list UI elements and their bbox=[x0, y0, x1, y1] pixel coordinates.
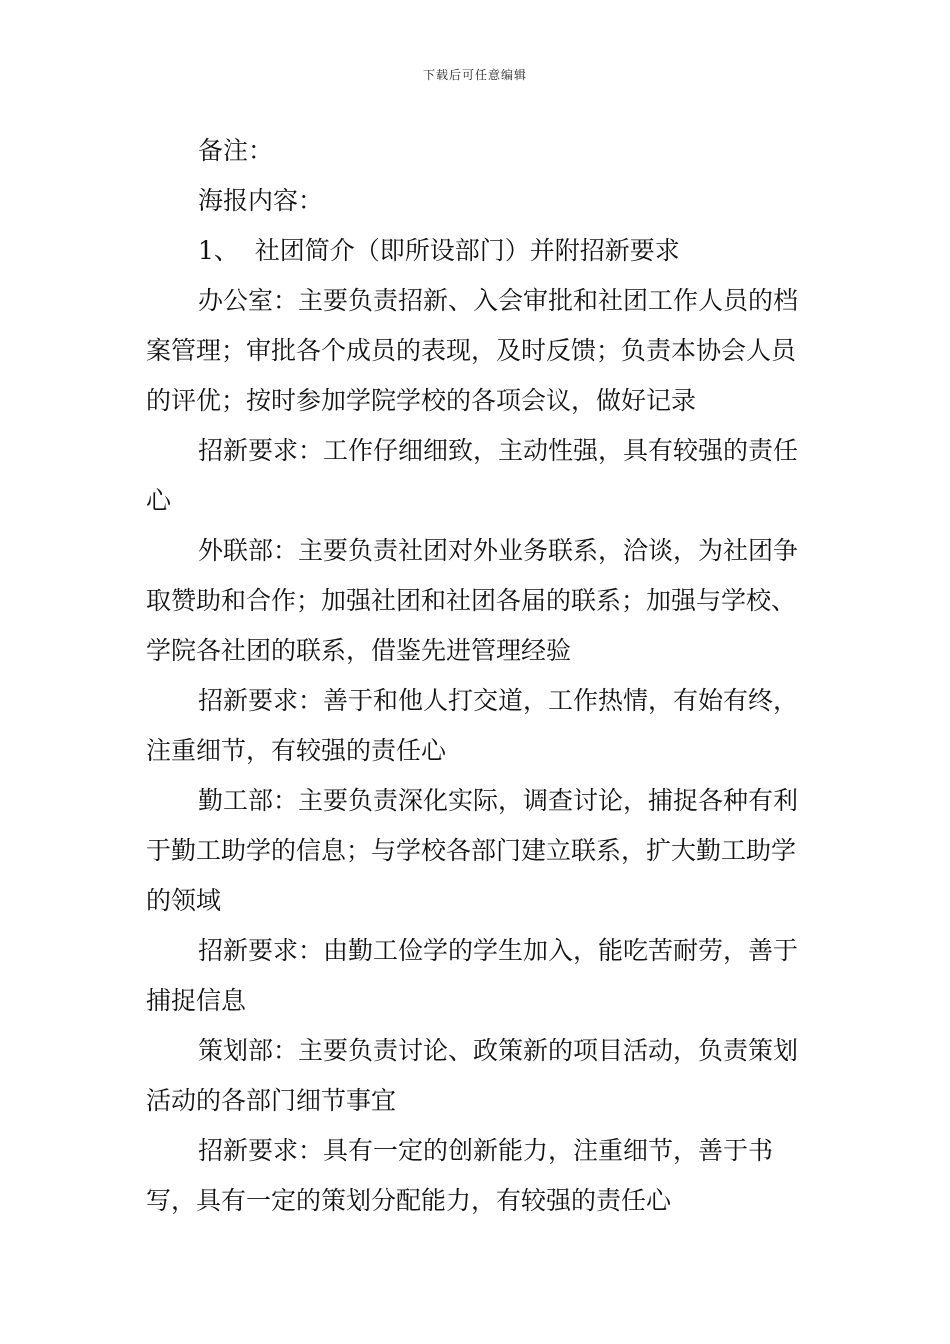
document-body bbox=[146, 126, 818, 1226]
paragraph-planning-requirements: 招新要求：具有一定的创新能力，注重细节，善于书写，具有一定的策划分配能力，有较强的责任心 bbox=[146, 1136, 774, 1215]
paragraph-workstudy-requirements: 招新要求：由勤工俭学的学生加入，能吃苦耐劳，善于捕捉信息 bbox=[146, 936, 799, 1015]
paragraph-external-requirements: 招新要求：善于和他人打交道，工作热情，有始有终，注重细节，有较强的责任心 bbox=[146, 686, 799, 765]
note-label: 备注： bbox=[198, 136, 274, 165]
poster-content-label: 海报内容： bbox=[198, 186, 324, 215]
paragraph-office-requirements: 招新要求：工作仔细细致，主动性强，具有较强的责任心 bbox=[146, 436, 799, 515]
list-item-club-intro: 1、 社团简介（即所设部门）并附招新要求 bbox=[198, 236, 680, 265]
paragraph-external-duties: 外联部：主要负责社团对外业务联系，洽谈，为社团争取赞助和合作；加强社团和社团各届的联系；加强与学校、学院各社团的联系，借鉴先进管理经验 bbox=[146, 536, 799, 665]
page-header: 下载后可任意编辑 bbox=[422, 68, 527, 82]
paragraph-planning-duties: 策划部：主要负责讨论、政策新的项目活动，负责策划活动的各部门细节事宜 bbox=[146, 1036, 799, 1115]
paragraph-office-duties: 办公室：主要负责招新、入会审批和社团工作人员的档案管理；审批各个成员的表现，及时反馈；负责本协会人员的评优；按时参加学院学校的各项会议，做好记录 bbox=[146, 286, 799, 415]
paragraph-workstudy-duties: 勤工部：主要负责深化实际，调查讨论，捕捉各种有利于勤工助学的信息；与学校各部门建立联系，扩大勤工助学的领域 bbox=[146, 786, 799, 915]
